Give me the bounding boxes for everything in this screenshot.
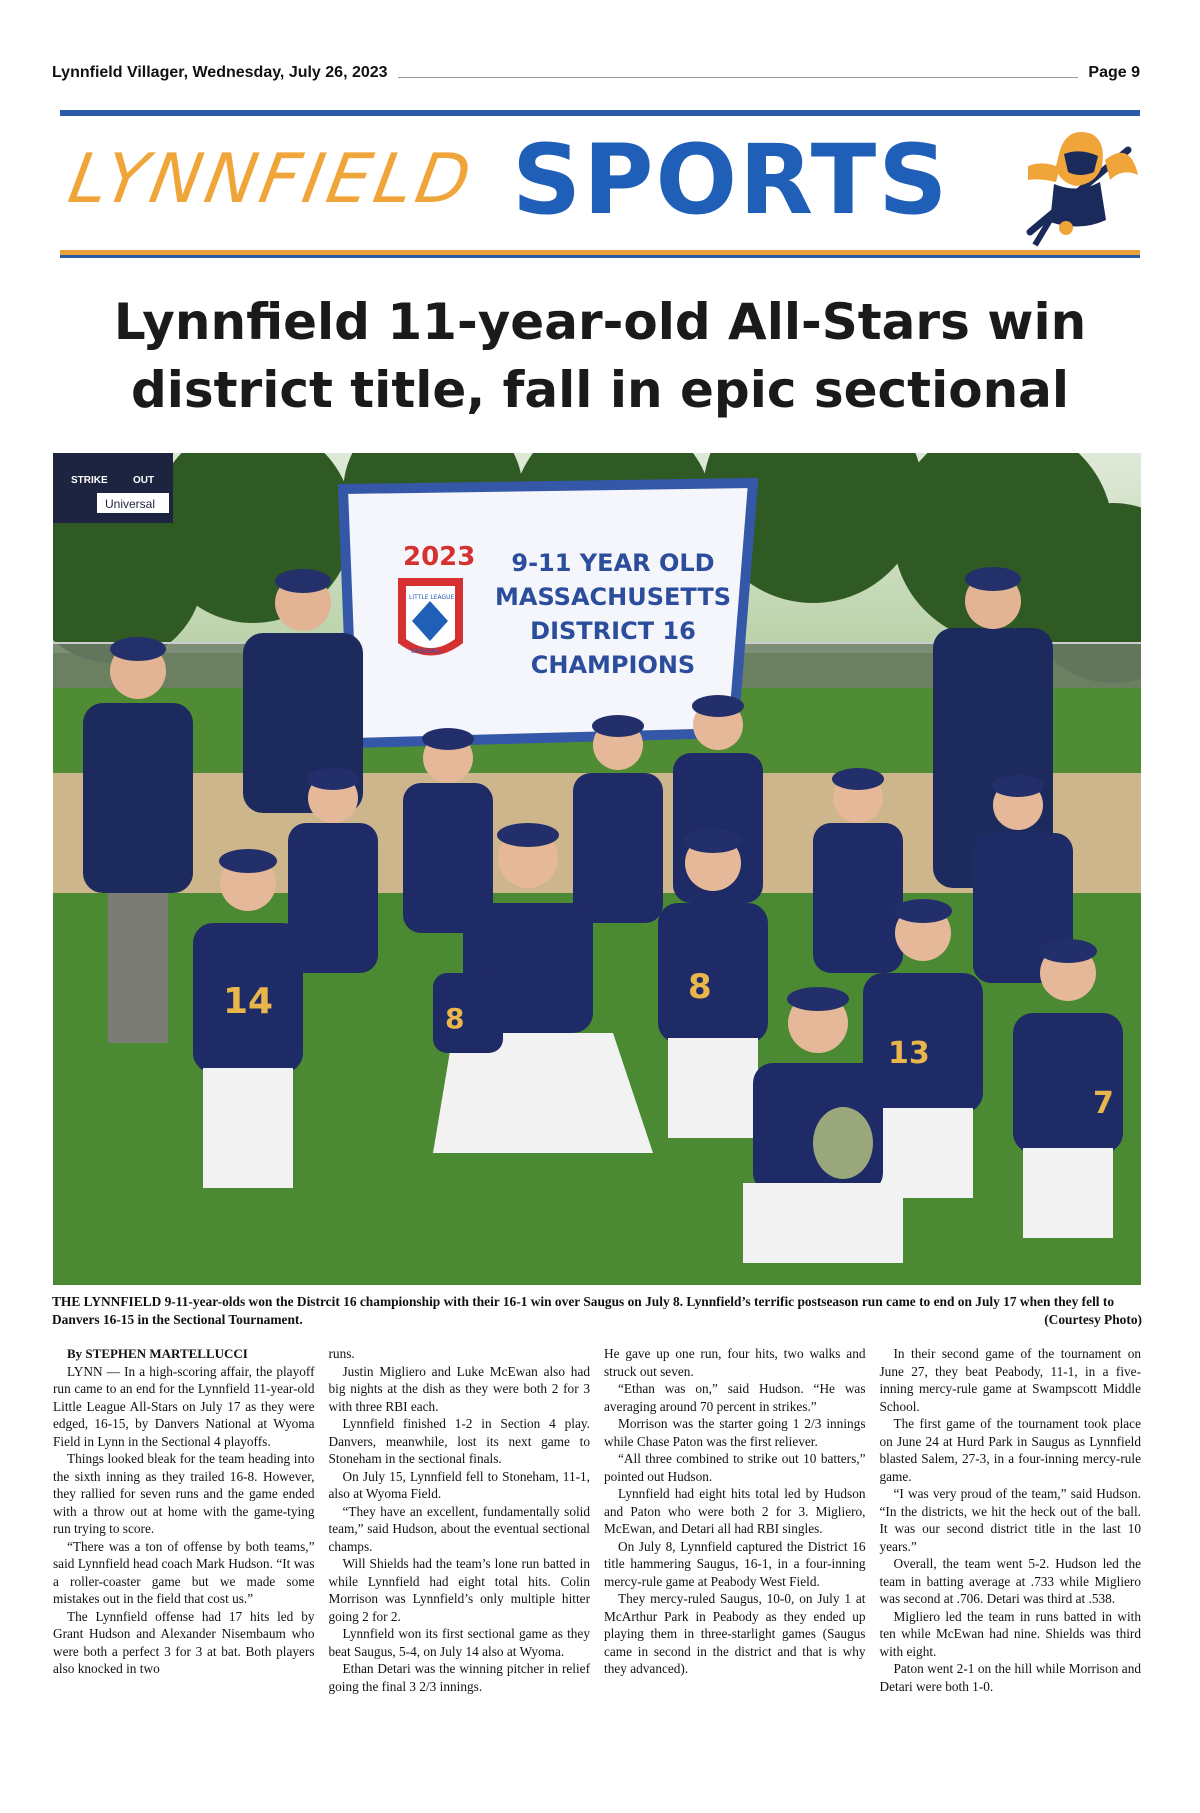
- paragraph: “I was very proud of the team,” said Hudson. “In the districts, we hit the heck out of the ball. It was our second district title in the last 10 years.”: [879, 1486, 1141, 1554]
- little-league-logo: [398, 578, 463, 656]
- paragraph: The Lynnfield offense had 17 hits led by Grant Hudson and Alexander Nisembaum who were both a perfect 3 for 3 at bat. Both players also knocked in two: [53, 1608, 315, 1676]
- article-column-3: [604, 1345, 866, 1785]
- paragraph: The first game of the tournament took place on June 24 at Hurd Park in Saugus as Lynnfield blasted Salem, 27-3, in a four-inning mercy-rule game.: [879, 1416, 1141, 1484]
- scoreboard-out-label: OUT: [133, 475, 155, 486]
- caption-text: THE LYNNFIELD 9-11-year-olds won the Distrcit 16 championship with their 16-1 win over Saugus on July 8. Lynnfield’s terrific postseason run came to end on July 17 when they fell to Danvers 16-15 in the Sectional Tournament.: [52, 1294, 1115, 1327]
- banner-line-4: CHAMPIONS: [530, 651, 696, 679]
- masthead-bottom-rule-blue: [60, 255, 1140, 258]
- player-8b: [433, 973, 503, 1053]
- paragraph: Lynnfield won its first sectional game as they beat Saugus, 5-4, on July 14 also at Wyoma.: [328, 1626, 590, 1659]
- paragraph: Justin Migliero and Luke McEwan also had big nights at the dish as they were both 2 for 3 with three RBI each.: [328, 1363, 590, 1414]
- paragraph: “They have an excellent, fundamentally solid team,” said Hudson, about the eventual sectional champs.: [328, 1503, 590, 1554]
- photo-caption: [52, 1293, 1142, 1329]
- headline-line-2: district title, fall in epic sectional: [130, 361, 1070, 419]
- paragraph: Paton went 2-1 on the hill while Morrison and Detari were both 1-0.: [879, 1661, 1141, 1694]
- banner-line-2: MASSACHUSETTS: [495, 583, 731, 611]
- paragraph: Ethan Detari was the winning pitcher in relief going the final 3 2/3 innings.: [328, 1661, 590, 1694]
- team-photo: [53, 453, 1141, 1285]
- pioneer-mascot-icon: [1010, 120, 1140, 250]
- paragraph: On July 8, Lynnfield captured the District 16 title hammering Saugus, 16-1, in a four-inning mercy-rule game at Peabody West Field.: [604, 1538, 866, 1589]
- paragraph: On July 15, Lynnfield fell to Stoneham, 11-1, also at Wyoma Field.: [328, 1468, 590, 1501]
- folio-page-number: Page 9: [1088, 64, 1140, 81]
- paragraph: runs.: [328, 1346, 355, 1361]
- banner-line-1: 9-11 YEAR OLD: [511, 549, 715, 577]
- logo-text-top: LITTLE LEAGUE: [409, 594, 455, 601]
- headline-line-1: Lynnfield 11-year-old All-Stars win: [113, 293, 1087, 351]
- article-body: [53, 1345, 1141, 1785]
- team-photo-illustration: [53, 453, 1141, 1285]
- sports-masthead: [60, 110, 1140, 258]
- masthead-lynnfield-word: LYNNFIELD: [63, 140, 480, 219]
- paragraph: Will Shields had the team’s lone run batted in while Lynnfield had eight total hits. Colin Morrison was Lynnfield’s only multiple hitter going 2 for 2.: [328, 1556, 590, 1624]
- byline: By STEPHEN MARTELLUCCI: [67, 1346, 248, 1361]
- paragraph: Things looked bleak for the team heading into the sixth inning as they trailed 16-8. However, they rallied for seven runs and the game ended with a throw out at home with the game-tying run trying to score.: [53, 1451, 315, 1536]
- paragraph: Lynnfield had eight hits total led by Hudson and Paton who were both 2 for 3. Migliero, McEwan, and Detari all had RBI singles.: [604, 1486, 866, 1536]
- jersey-number: 7: [1093, 1086, 1114, 1121]
- paragraph: Lynnfield finished 1-2 in Section 4 play. Danvers, meanwhile, lost its next game to Stoneham in the sectional finals.: [328, 1416, 590, 1466]
- masthead-sports-word: SPORTS: [512, 124, 950, 236]
- article-column-2: [329, 1345, 591, 1785]
- jersey-number: 14: [223, 981, 274, 1022]
- paragraph: Overall, the team went 5-2. Hudson led the team in batting average at .733 while Migliero was second at .706. Detari was third at .538.: [879, 1556, 1141, 1606]
- championship-banner: [343, 483, 753, 743]
- paragraph: He gave up one run, four hits, two walks and struck out seven.: [604, 1346, 866, 1379]
- jersey-number: 8: [688, 967, 712, 1007]
- jersey-number: 13: [888, 1036, 930, 1071]
- scoreboard-brand: Universal: [105, 497, 156, 511]
- article-column-4: [880, 1345, 1142, 1785]
- paragraph: LYNN — In a high-scoring affair, the playoff run came to an end for the Lynnfield 11-year-old Little League All-Stars on July 17 as they were edged, 16-15, by Danvers National at Wyoma Field in Lynn in the Sectional 4 playoffs.: [53, 1363, 315, 1449]
- paragraph: “There was a ton of offense by both teams,” said Lynnfield head coach Mark Hudson. “It was a roller-coaster game but we made some mistakes out in the field that cost us.”: [53, 1538, 315, 1606]
- paragraph: They mercy-ruled Saugus, 10-0, on July 1 at McArthur Park in Peabody as they ended up playing them in three-starlight games (Saugus came in second in the district and that is why they advanced).: [604, 1591, 866, 1676]
- banner-year: 2023: [403, 542, 476, 572]
- paragraph: Morrison was the starter going 1 2/3 innings while Chase Paton was the first reliever.: [604, 1416, 866, 1449]
- article-headline: [60, 288, 1140, 424]
- article-column-1: [53, 1345, 315, 1785]
- paragraph: “All three combined to strike out 10 batters,” pointed out Hudson.: [604, 1451, 866, 1484]
- paragraph: Migliero led the team in runs batted in with ten while McEwan had nine. Shields was third with eight.: [879, 1608, 1141, 1659]
- folio-line: [52, 60, 1140, 86]
- banner-line-3: DISTRICT 16: [530, 617, 696, 645]
- photo-credit: (Courtesy Photo): [1044, 1312, 1142, 1327]
- scoreboard-strike-label: STRIKE: [71, 475, 108, 486]
- paragraph: In their second game of the tournament on June 27, they beat Peabody, 11-1, in a five-inning mercy-rule game at Swampscott Middle School.: [879, 1346, 1141, 1414]
- folio-rule: [398, 77, 1079, 78]
- paragraph: “Ethan was on,” said Hudson. “He was averaging around 70 percent in strikes.”: [604, 1381, 866, 1414]
- jersey-number: 8: [445, 1002, 465, 1035]
- folio-publication-date: Lynnfield Villager, Wednesday, July 26, 2023: [52, 64, 388, 81]
- logo-text-bottom: BASEBALL: [411, 648, 442, 655]
- masthead-top-rule: [60, 110, 1140, 116]
